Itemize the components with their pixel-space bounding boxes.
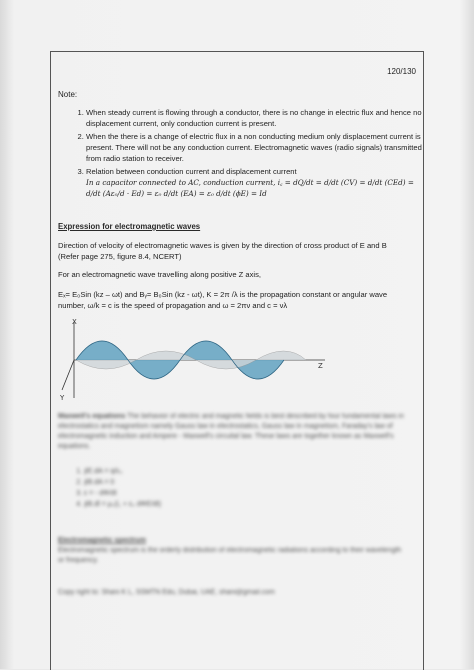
- note-point-2: [86, 131, 436, 164]
- maxwell-heading: Maxwell's equations: [58, 413, 126, 420]
- z-axis-label: Z: [318, 362, 323, 370]
- copyright-footer: Copy right to: Shani K L, SSMTN Edu, Dubai, UAE, shani@gmail.com: [58, 589, 275, 596]
- em-wave-diagram: [60, 318, 330, 402]
- note-point-2-text: When the there is a change of electric flux in a non conducting medium only displacement current is present. There will not be any conduction current. Electromagnetic waves (radio signals) transmitted from radio station to receiver.: [86, 132, 422, 163]
- conduction-current-formula: In a capacitor connected to AC, conduction current, i꜀ = dQ/dt = d/dt (CV) = d/dt (CEd) =: [86, 178, 414, 187]
- displacement-current-formula: d/dt (Aε₀/d · Ed) = ε₀ d/dt (EA) = ε₀ d/dt (ϕE) = Id: [86, 189, 267, 198]
- note-points-list: [58, 107, 436, 201]
- note-label: Note:: [58, 90, 78, 99]
- maxwell-equation: 2. ∮B.dA = 0: [84, 477, 161, 488]
- y-axis-line: [62, 360, 74, 390]
- maxwell-equation: 4. ∮B.dl = μ₀(i꜀ + ε₀ dΦE/dt): [84, 499, 161, 510]
- maxwell-equations-list: [70, 466, 161, 510]
- maxwell-equation: 3. ε = - dΦ/dt: [84, 488, 161, 499]
- maxwell-equation: 1. ∮E.dA = q/ε₀: [84, 466, 161, 477]
- velocity-direction-paragraph: Direction of velocity of electromagnetic waves is given by the direction of cross product of E and B (Refer page 275, figure 8.4, NCERT): [58, 241, 387, 261]
- spectrum-paragraph: Electromagnetic spectrum is the orderly distribution of electromagnetic radiations according to their wavelength or frequency.: [58, 547, 402, 564]
- maxwell-equations-paragraph: [58, 412, 408, 452]
- page-number: 120/130: [387, 67, 416, 76]
- spectrum-heading: Electromagnetic spectrum: [58, 537, 146, 544]
- note-point-1: [86, 107, 436, 129]
- note-point-1-text: When steady current is flowing through a conductor, there is no change in electric flux and hence no displacement current, only conduction current is present.: [86, 108, 422, 128]
- x-axis-label: X: [72, 318, 77, 326]
- note-point-3: [86, 166, 436, 199]
- note-point-3-text: Relation between conduction current and displacement current: [86, 167, 297, 176]
- maxwell-text: The behavior of electric and magnetic fields is best described by four fundamental laws in electrostatics and magnetism namely Gauss law in electrostatics, Gauss law in magnetism, Faraday's law of electromagnetic induction and Ampere - Maxwell's circuital law. These laws are together known as Maxwell's equations.: [58, 413, 404, 450]
- y-axis-label: Y: [60, 394, 65, 402]
- wave-equations-paragraph: Eₓ= E₀Sin (kz – ωt) and Bᵧ= B₀Sin (kz - ωt), K = 2π /λ is the propagation constant or angular wave number, ω/k = c is the speed of propagation and ω = 2πν and c = νλ: [58, 290, 388, 310]
- section-heading: Expression for electromagnetic waves: [58, 222, 201, 231]
- wave-intro-paragraph: For an electromagnetic wave travelling along positive Z axis,: [58, 270, 262, 279]
